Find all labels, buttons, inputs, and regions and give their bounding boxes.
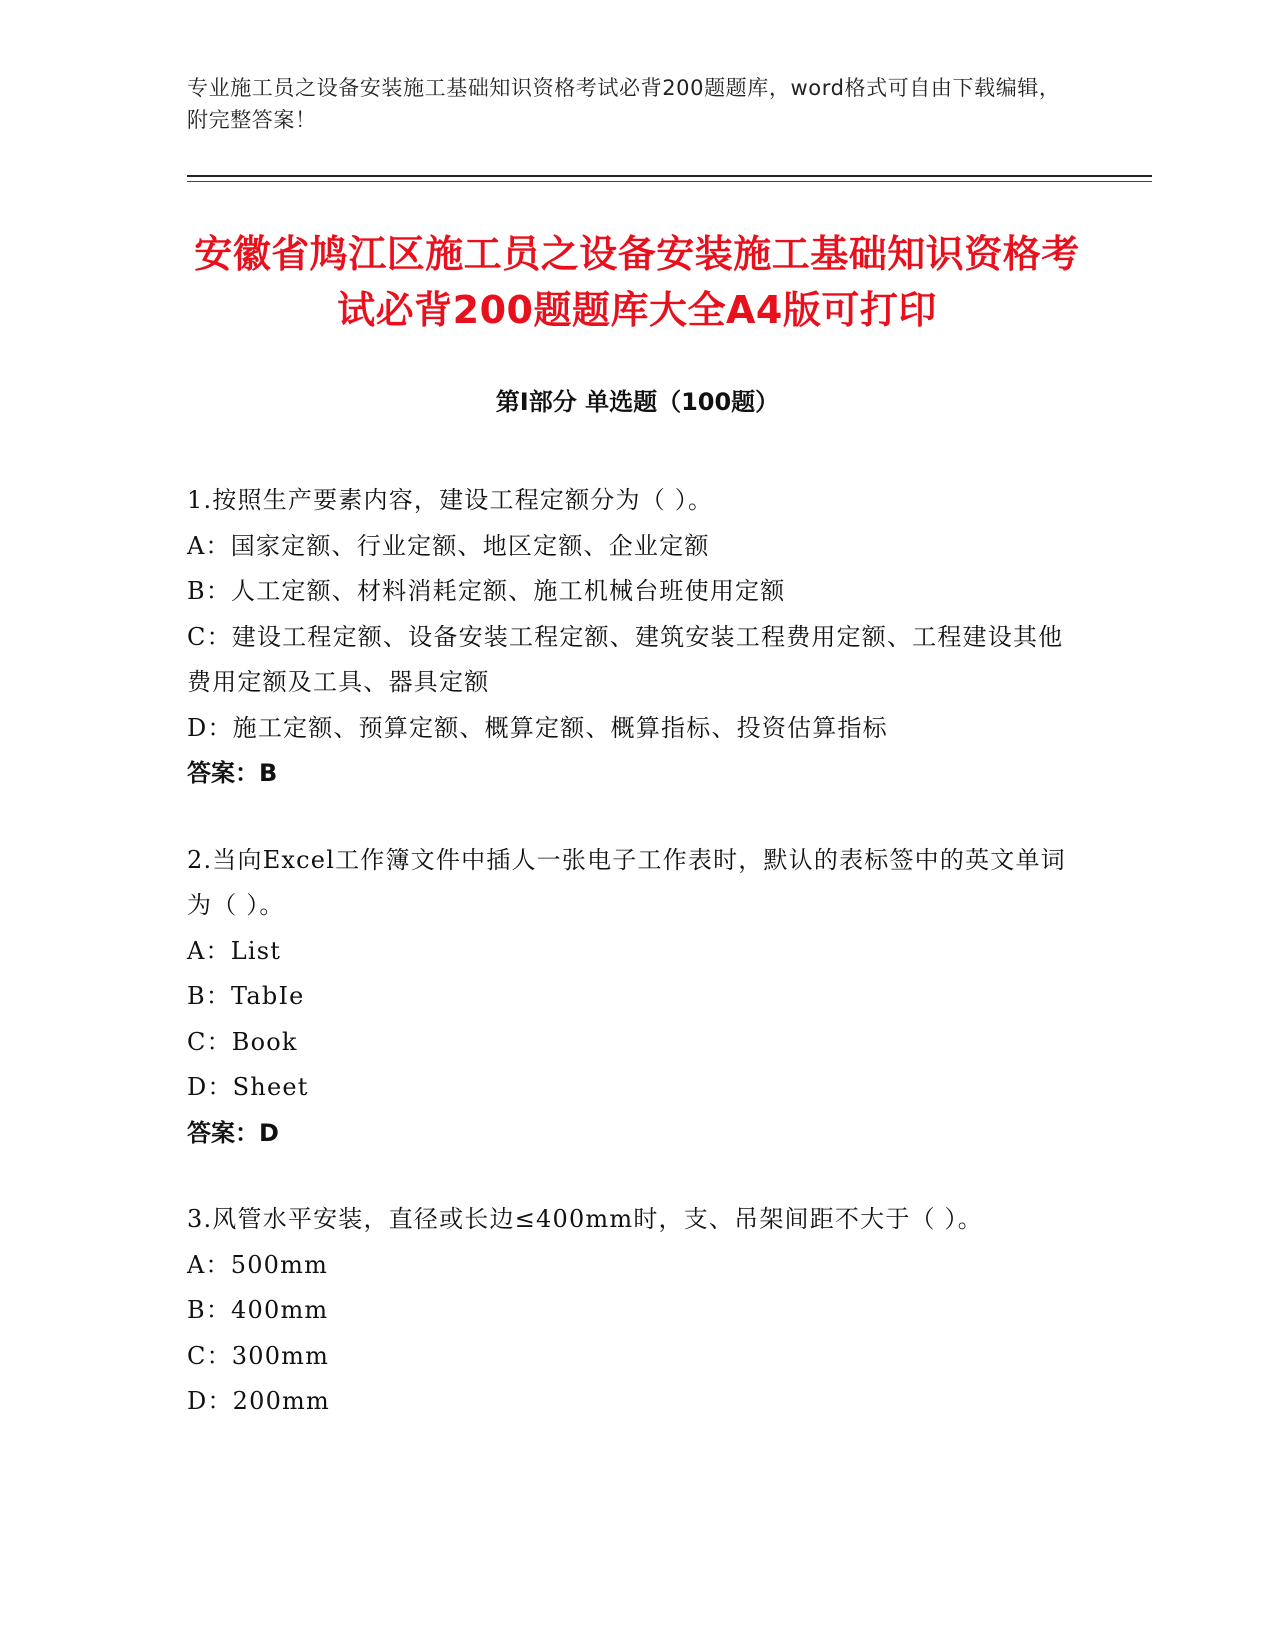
option-b: B：400mm	[187, 1296, 329, 1324]
section-heading: 第Ⅰ部分 单选题（100题）	[495, 388, 780, 416]
header-note: 专业施工员之设备安装施工基础知识资格考试必背200题题库，word格式可自由下载编辑，附完整答案！	[187, 76, 1061, 132]
document-title: 安徽省鸠江区施工员之设备安装施工基础知识资格考试必背200题题库大全A4版可打印	[194, 232, 1080, 332]
header-rule-thick	[187, 175, 1152, 177]
option-a: A：List	[187, 936, 282, 965]
question-text: 2.当向Excel工作簿文件中插人一张电子工作表时，默认的表标签中的英文单词为（ ）。	[187, 845, 1066, 919]
option-d: D：施工定额、预算定额、概算定额、概算指标、投资估算指标	[187, 713, 888, 742]
header-rule-thin	[187, 181, 1152, 182]
option-d: D：Sheet	[187, 1073, 309, 1101]
question-2	[187, 838, 1067, 1157]
question-list	[187, 478, 1067, 1466]
question-1	[187, 478, 1067, 797]
option-a: A：国家定额、行业定额、地区定额、企业定额	[187, 531, 710, 560]
option-a: A：500mm	[187, 1250, 329, 1279]
option-c: C：建设工程定额、设备安装工程定额、建筑安装工程费用定额、工程建设其他费用定额及工具、器具定额	[187, 622, 1064, 696]
option-b: B：人工定额、材料消耗定额、施工机械台班使用定额	[187, 577, 786, 605]
answer: 答案：D	[187, 1118, 279, 1147]
option-c: C：Book	[187, 1027, 298, 1056]
answer: 答案：B	[187, 759, 278, 787]
option-c: C：300mm	[187, 1341, 330, 1370]
question-3	[187, 1197, 1067, 1425]
option-b: B：TabIe	[187, 982, 305, 1010]
question-text: 1.按照生产要素内容，建设工程定额分为（ ）。	[187, 486, 714, 514]
option-d: D：200mm	[187, 1387, 330, 1415]
question-text: 3.风管水平安装，直径或长边≤400mm时，支、吊架间距不大于（ ）。	[187, 1205, 983, 1233]
